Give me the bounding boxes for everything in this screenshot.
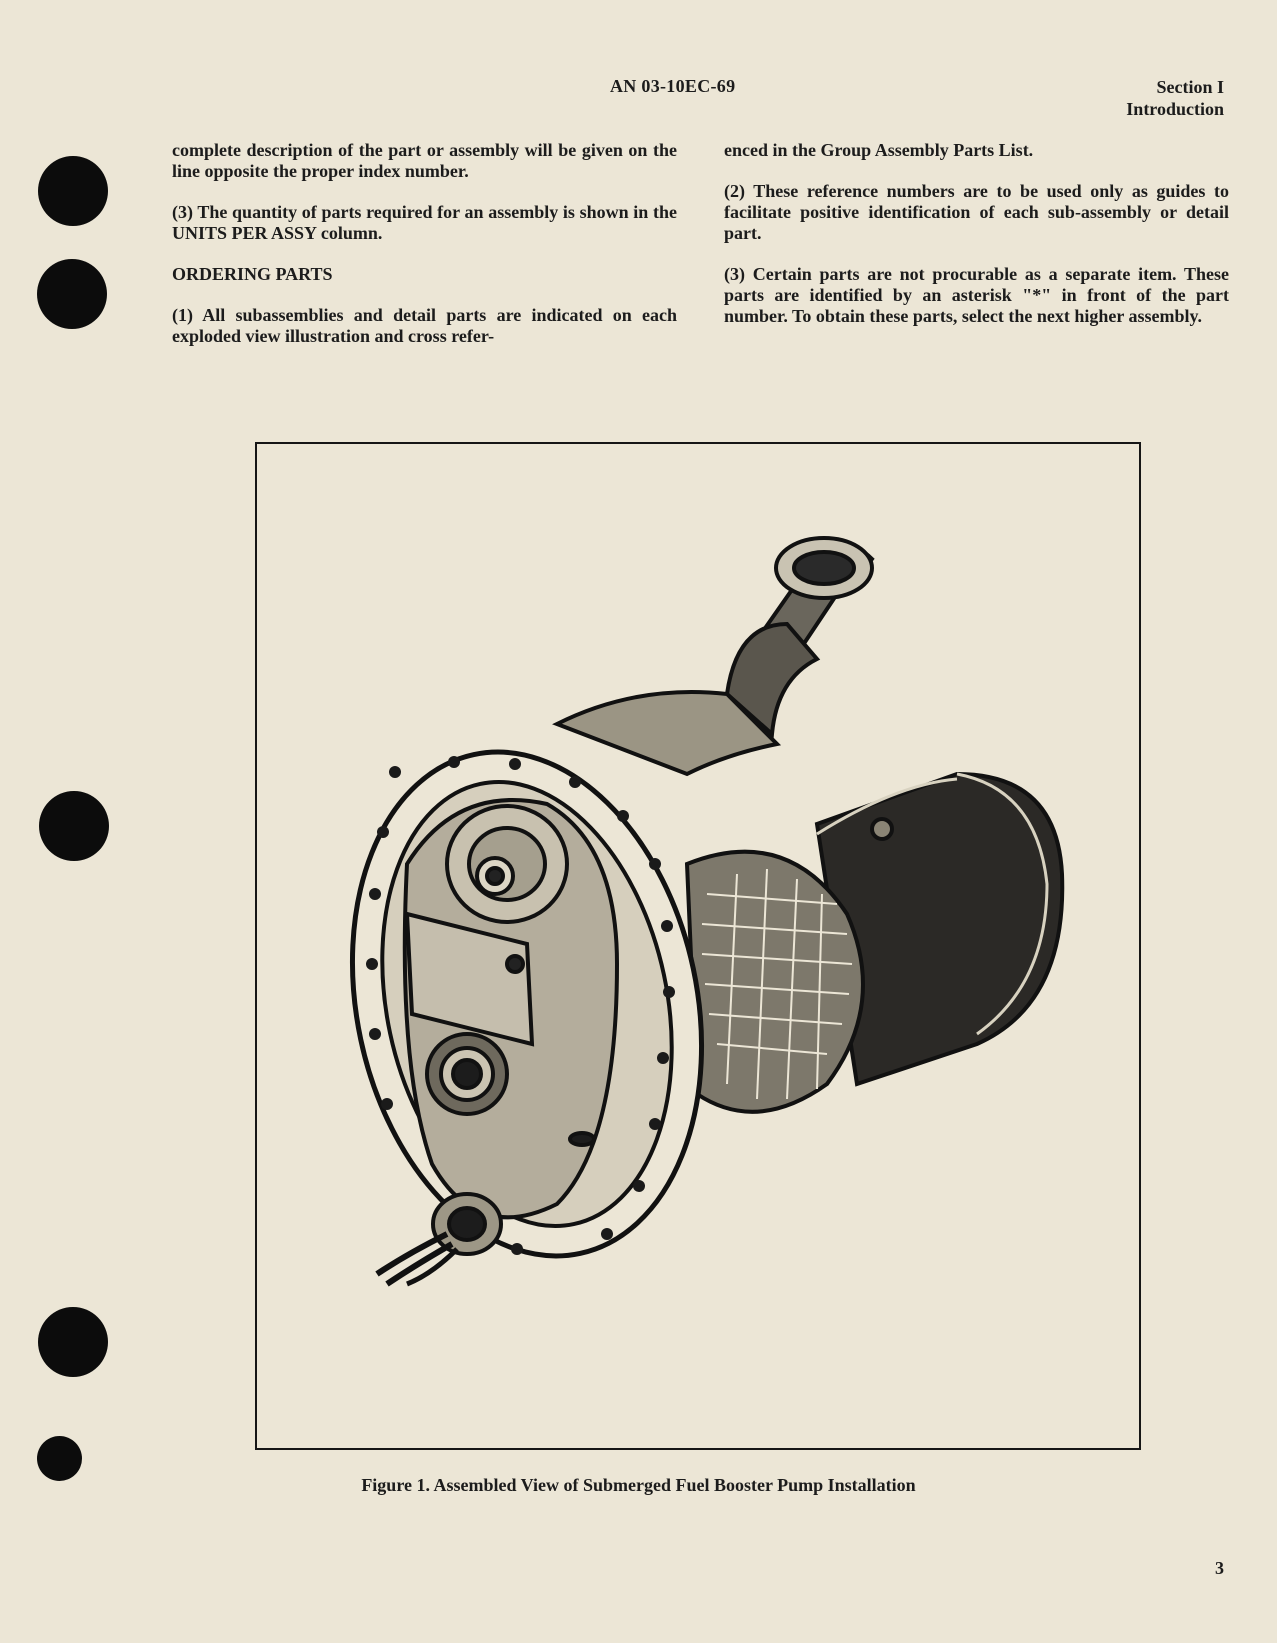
- binder-hole: [38, 1307, 108, 1377]
- figure-caption: Figure 1. Assembled View of Submerged Fuel Booster Pump Installation: [361, 1475, 916, 1495]
- figure-frame: [255, 442, 1141, 1450]
- left-column: [172, 140, 677, 367]
- paragraph: complete description of the part or assembly will be given on the line opposite the proper index number.: [172, 140, 677, 181]
- paragraph: (1) All subassemblies and detail parts are indicated on each exploded view illustration and cross refer-: [172, 305, 677, 346]
- paragraph: enced in the Group Assembly Parts List.: [724, 140, 1034, 160]
- section-title: Introduction: [1126, 99, 1224, 119]
- binder-hole: [37, 259, 107, 329]
- binder-hole: [39, 791, 109, 861]
- document-number: AN 03-10EC-69: [610, 76, 736, 96]
- paragraph: (3) The quantity of parts required for an assembly is shown in the UNITS PER ASSY column.: [172, 202, 677, 243]
- fuel-booster-pump-illustration: [257, 444, 1139, 1448]
- binder-hole: [38, 156, 108, 226]
- right-column: [724, 140, 1229, 347]
- paragraph: (2) These reference numbers are to be used only as guides to facilitate positive identification of each sub-assembly or detail part.: [724, 181, 1229, 243]
- section-heading: ORDERING PARTS: [172, 264, 333, 284]
- paragraph: (3) Certain parts are not procurable as a separate item. These parts are identified by an asterisk "*" in front of the part number. To obtain these parts, select the next higher assembly.: [724, 264, 1229, 326]
- page-number: 3: [1215, 1558, 1224, 1578]
- section-header: [1126, 76, 1224, 120]
- section-label: Section I: [1156, 77, 1224, 97]
